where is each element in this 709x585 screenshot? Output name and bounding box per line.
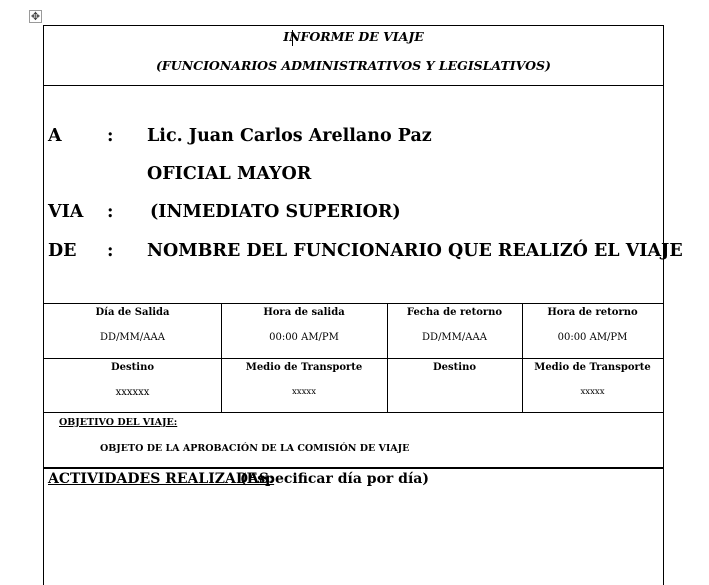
page-subtitle: (FUNCIONARIOS ADMINISTRATIVOS Y LEGISLATIVOS) (156, 58, 551, 73)
sender-name: NOMBRE DEL FUNCIONARIO QUE REALIZÓ EL VIAJE (147, 241, 683, 261)
objective-text[interactable]: OBJETO DE LA APROBACIÓN DE LA COMISIÓN DE VIAJE (100, 443, 410, 454)
departure-time-header: Hora de salida (263, 307, 345, 318)
divider (44, 412, 663, 413)
departure-time-value[interactable]: 00:00 AM/PM (269, 332, 339, 343)
return-time-value[interactable]: 00:00 AM/PM (557, 332, 628, 343)
a-colon: : (107, 126, 114, 146)
transport-header-2: Medio de Transporte (534, 362, 651, 373)
page-title: INFORME DE VIAJE (283, 29, 424, 44)
table-move-icon[interactable]: ✥ (30, 10, 41, 23)
departure-date-header: Día de Salida (95, 307, 170, 318)
activities-label: ACTIVIDADES REALIZADAS: (48, 471, 275, 487)
activities-note: (Especificar día por día) (240, 471, 429, 487)
via-colon: : (107, 202, 114, 222)
transport-value[interactable]: xxxxx (292, 387, 316, 397)
de-colon: : (107, 241, 114, 261)
de-label: DE (48, 241, 77, 261)
column-divider (387, 303, 388, 412)
return-date-value[interactable]: DD/MM/AAA (422, 332, 487, 343)
document-table (43, 25, 683, 585)
via-value: (INMEDIATO SUPERIOR) (150, 202, 401, 222)
divider (44, 303, 663, 304)
objective-label: OBJETIVO DEL VIAJE: (59, 417, 178, 428)
departure-date-value[interactable]: DD/MM/AAA (100, 332, 165, 343)
destination-header: Destino (110, 362, 155, 373)
return-date-header: Fecha de retorno (406, 307, 503, 318)
via-label: VIA (48, 202, 84, 222)
destination-value[interactable]: xxxxxx (115, 387, 150, 398)
divider (44, 85, 663, 86)
recipient-position: OFICIAL MAYOR (147, 164, 312, 184)
transport-value-2[interactable]: xxxxx (580, 387, 605, 397)
divider (44, 467, 663, 469)
a-label: A (48, 126, 62, 146)
transport-header: Medio de Transporte (245, 362, 363, 373)
recipient-name: Lic. Juan Carlos Arellano Paz (147, 126, 432, 146)
divider (44, 358, 663, 359)
destination-header-2: Destino (432, 362, 477, 373)
return-time-header: Hora de retorno (547, 307, 638, 318)
